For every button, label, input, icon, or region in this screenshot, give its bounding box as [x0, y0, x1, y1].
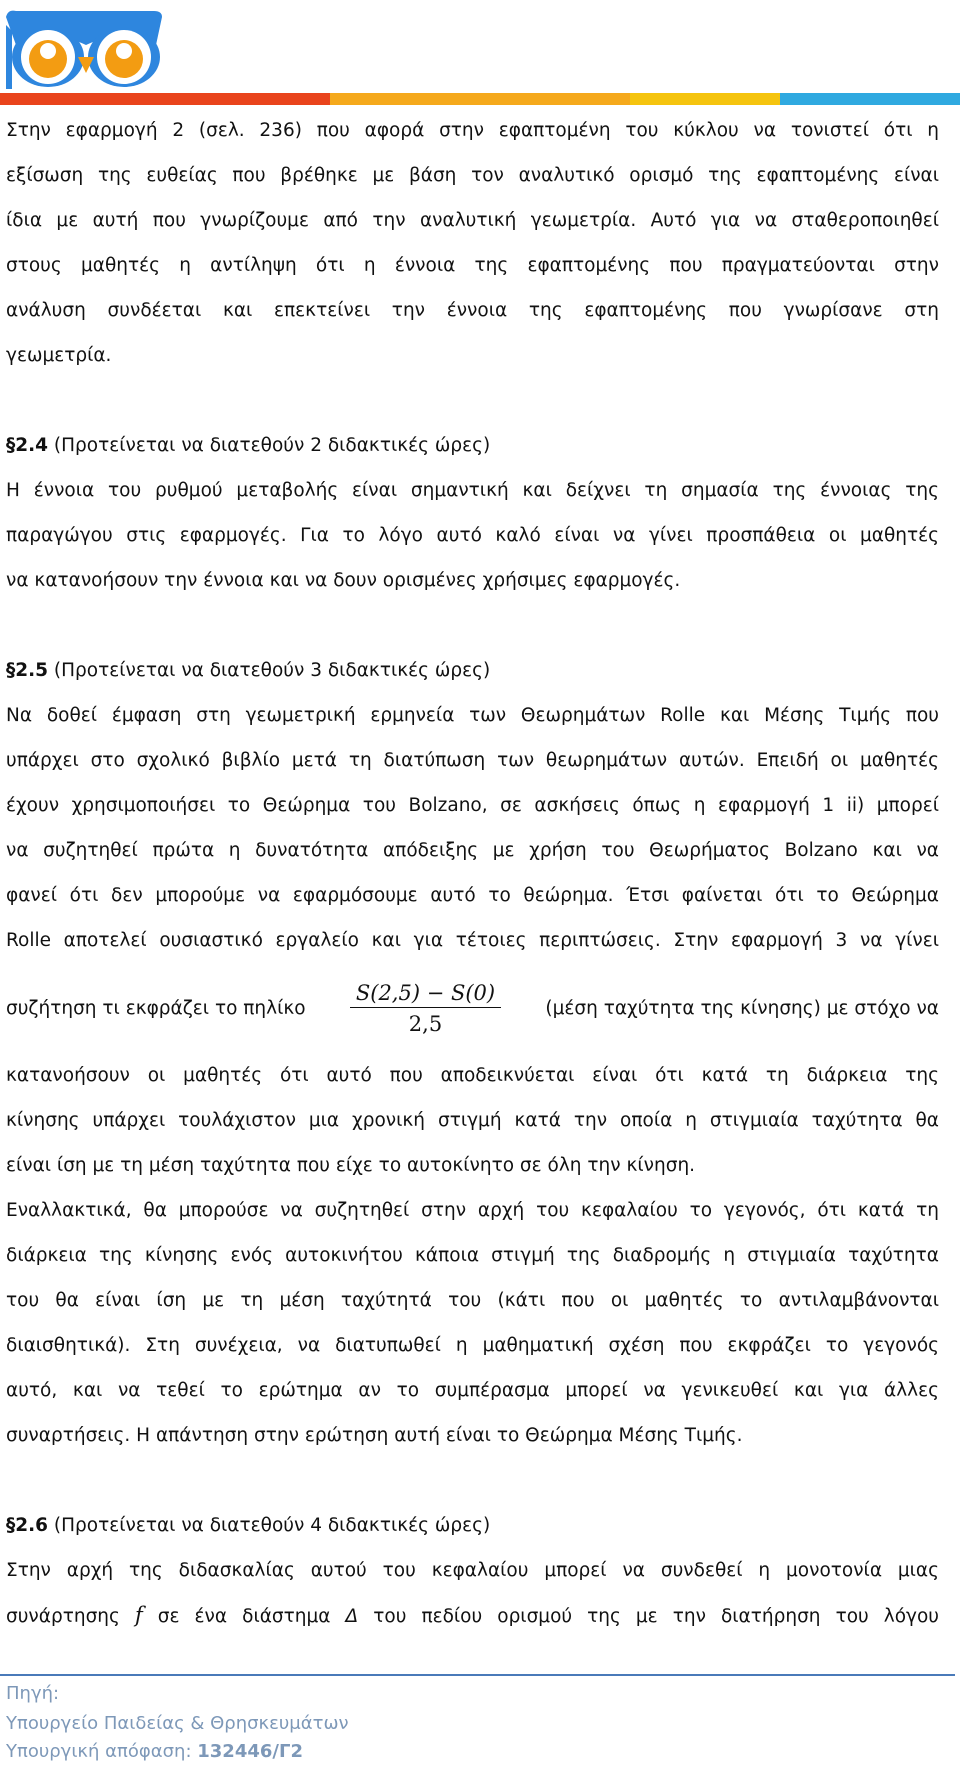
text-line: διαισθητικά). Στη συνέχεια, να διατυπωθεί η μαθηματική σχέση που εκφράζει το γεγονός — [6, 1335, 939, 1356]
text-line: Στην εφαρμογή 2 (σελ. 236) που αφορά στην εφαπτομένη του κύκλου να τονιστεί ότι η — [6, 120, 939, 141]
text-line: να κατανοήσουν την έννοια και να δουν ορισμένες χρήσιμες εφαρμογές. — [6, 570, 681, 591]
text-line: ίδια με αυτή που γνωρίζουμε από την αναλυτική γεωμετρία. Αυτό για να σταθεροποιηθεί — [6, 210, 939, 231]
text-line: είναι ίση με τη μέση ταχύτητα που είχε το αυτοκίνητο σε όλη την κίνηση. — [6, 1155, 696, 1176]
text-line: συναρτήσεις. Η απάντηση στην ερώτηση αυτή είναι το Θεώρημα Μέσης Τιμής. — [6, 1425, 743, 1446]
section-number: §2.6 — [6, 1515, 49, 1536]
text-line: κίνησης υπάρχει τουλάχιστον μια χρονική στιγμή κατά την οποία η στιγμιαία ταχύτητα θα — [6, 1110, 939, 1131]
footer-ministry: Υπουργείο Παιδείας & Θρησκευμάτων — [6, 1713, 349, 1734]
text-line: στους μαθητές η αντίληψη ότι η έννοια της εφαπτομένης που πραγματεύονται στην — [6, 255, 939, 276]
section-number: §2.5 — [6, 660, 49, 681]
section-heading — [6, 423, 939, 468]
text-line: παραγώγου στις εφαρμογές. Για το λόγο αυτό καλό είναι να γίνει προσπάθεια οι μαθητές — [6, 525, 939, 546]
quotient-formula — [350, 979, 501, 1038]
formula-numerator: S(2,5) − S(0) — [350, 979, 501, 1008]
paragraph-gap — [6, 378, 939, 423]
footer-decision — [6, 1740, 303, 1764]
text-line: Να δοθεί έμφαση στη γεωμετρική ερμηνεία των Θεωρημάτων Rolle και Μέσης Τιμής που — [6, 705, 939, 726]
text-line: Εναλλακτικά, θα μπορούσε να συζητηθεί στην αρχή του κεφαλαίου το γεγονός, ότι κατά τη — [6, 1200, 939, 1221]
color-bar-red — [0, 93, 330, 105]
text-fragment: σε ένα διάστημα — [157, 1606, 331, 1627]
document-body — [6, 108, 939, 1639]
section-heading — [6, 648, 939, 693]
section-title: (Προτείνεται να διατεθούν 3 διδακτικές ώρες) — [53, 660, 491, 681]
color-bar-blue — [780, 93, 960, 105]
text-line: κατανοήσουν οι μαθητές ότι αυτό που αποδεικνύεται είναι ότι κατά τη διάρκεια της — [6, 1065, 939, 1086]
text-line: ανάλυση συνδέεται και επεκτείνει την έννοια της εφαπτομένης που γνωρίσανε στη — [6, 300, 939, 321]
section-title: (Προτείνεται να διατεθούν 2 διδακτικές ώρες) — [53, 435, 491, 456]
footer-decision-label: Υπουργική απόφαση: — [6, 1741, 192, 1762]
text-line: διάρκεια της κίνησης ενός αυτοκινήτου κάποια στιγμή της διαδρομής η στιγμιαία ταχύτητα — [6, 1245, 939, 1266]
formula-trail-text: (μέση ταχύτητα της κίνησης) με στόχο να — [545, 997, 939, 1019]
text-line: εξίσωση της ευθείας που βρέθηκε με βάση τον αναλυτικό ορισμό της εφαπτομένης είναι — [6, 165, 939, 186]
text-line: φανεί ότι δεν μπορούμε να εφαρμόσουμε αυτό το θεώρημα. Έτσι φαίνεται ότι το Θεώρημα — [6, 885, 939, 906]
color-bar-orange — [330, 93, 630, 105]
text-line: γεωμετρία. — [6, 345, 112, 366]
section-heading — [6, 1503, 939, 1548]
text-line: του θα είναι ίση με τη μέση ταχύτητά του (κάτι που οι μαθητές το αντιλαμβάνονται — [6, 1290, 939, 1311]
text-line: υπάρχει στο σχολικό βιβλίο μετά τη διατύπωση των θεωρημάτων αυτών. Επειδή οι μαθητές — [6, 750, 939, 771]
text-line: αυτό, και να τεθεί το ερώτημα αν το συμπέρασμα μπορεί να γενικευθεί και για άλλες — [6, 1380, 939, 1401]
text-fragment: συνάρτησης — [6, 1606, 120, 1627]
paragraph-gap — [6, 603, 939, 648]
text-line: Rolle αποτελεί ουσιαστικό εργαλείο και για τέτοιες περιπτώσεις. Στην εφαρμογή 3 να γίνει — [6, 930, 939, 951]
page-footer — [0, 1674, 960, 1767]
formula-line — [6, 963, 939, 1053]
text-line: να συζητηθεί πρώτα η δυνατότητα απόδειξης με χρήση του Θεωρήματος Bolzano και να — [6, 840, 939, 861]
text-line: Η έννοια του ρυθμού μεταβολής είναι σημαντική και δείχνει τη σημασία της έννοιας της — [6, 480, 939, 501]
interval-symbol: Δ — [345, 1606, 359, 1627]
text-line — [6, 1593, 939, 1639]
paragraph-gap — [6, 1458, 939, 1503]
text-line: έχουν χρησιμοποιήσει το Θεώρημα του Bolzano, σε ασκήσεις όπως η εφαρμογή 1 ii) μπορεί — [6, 795, 939, 816]
footer-decision-number: 132446/Γ2 — [197, 1741, 303, 1762]
header-color-bar — [0, 93, 960, 105]
owl-logo-icon — [4, 5, 166, 91]
section-number: §2.4 — [6, 435, 49, 456]
formula-denominator: 2,5 — [408, 1011, 443, 1036]
color-bar-yellow — [630, 93, 780, 105]
text-fragment: του πεδίου ορισμού της με την διατήρηση του λόγου — [373, 1606, 940, 1627]
footer-rule — [0, 1674, 955, 1676]
formula-lead-text: συζήτηση τι εκφράζει το πηλίκο — [6, 997, 306, 1019]
footer-source-label: Πηγή: — [6, 1683, 60, 1704]
section-title: (Προτείνεται να διατεθούν 4 διδακτικές ώρες) — [53, 1515, 491, 1536]
function-symbol: f — [134, 1603, 143, 1627]
text-line: Στην αρχή της διδασκαλίας αυτού του κεφαλαίου μπορεί να συνδεθεί η μονοτονία μιας — [6, 1560, 939, 1581]
